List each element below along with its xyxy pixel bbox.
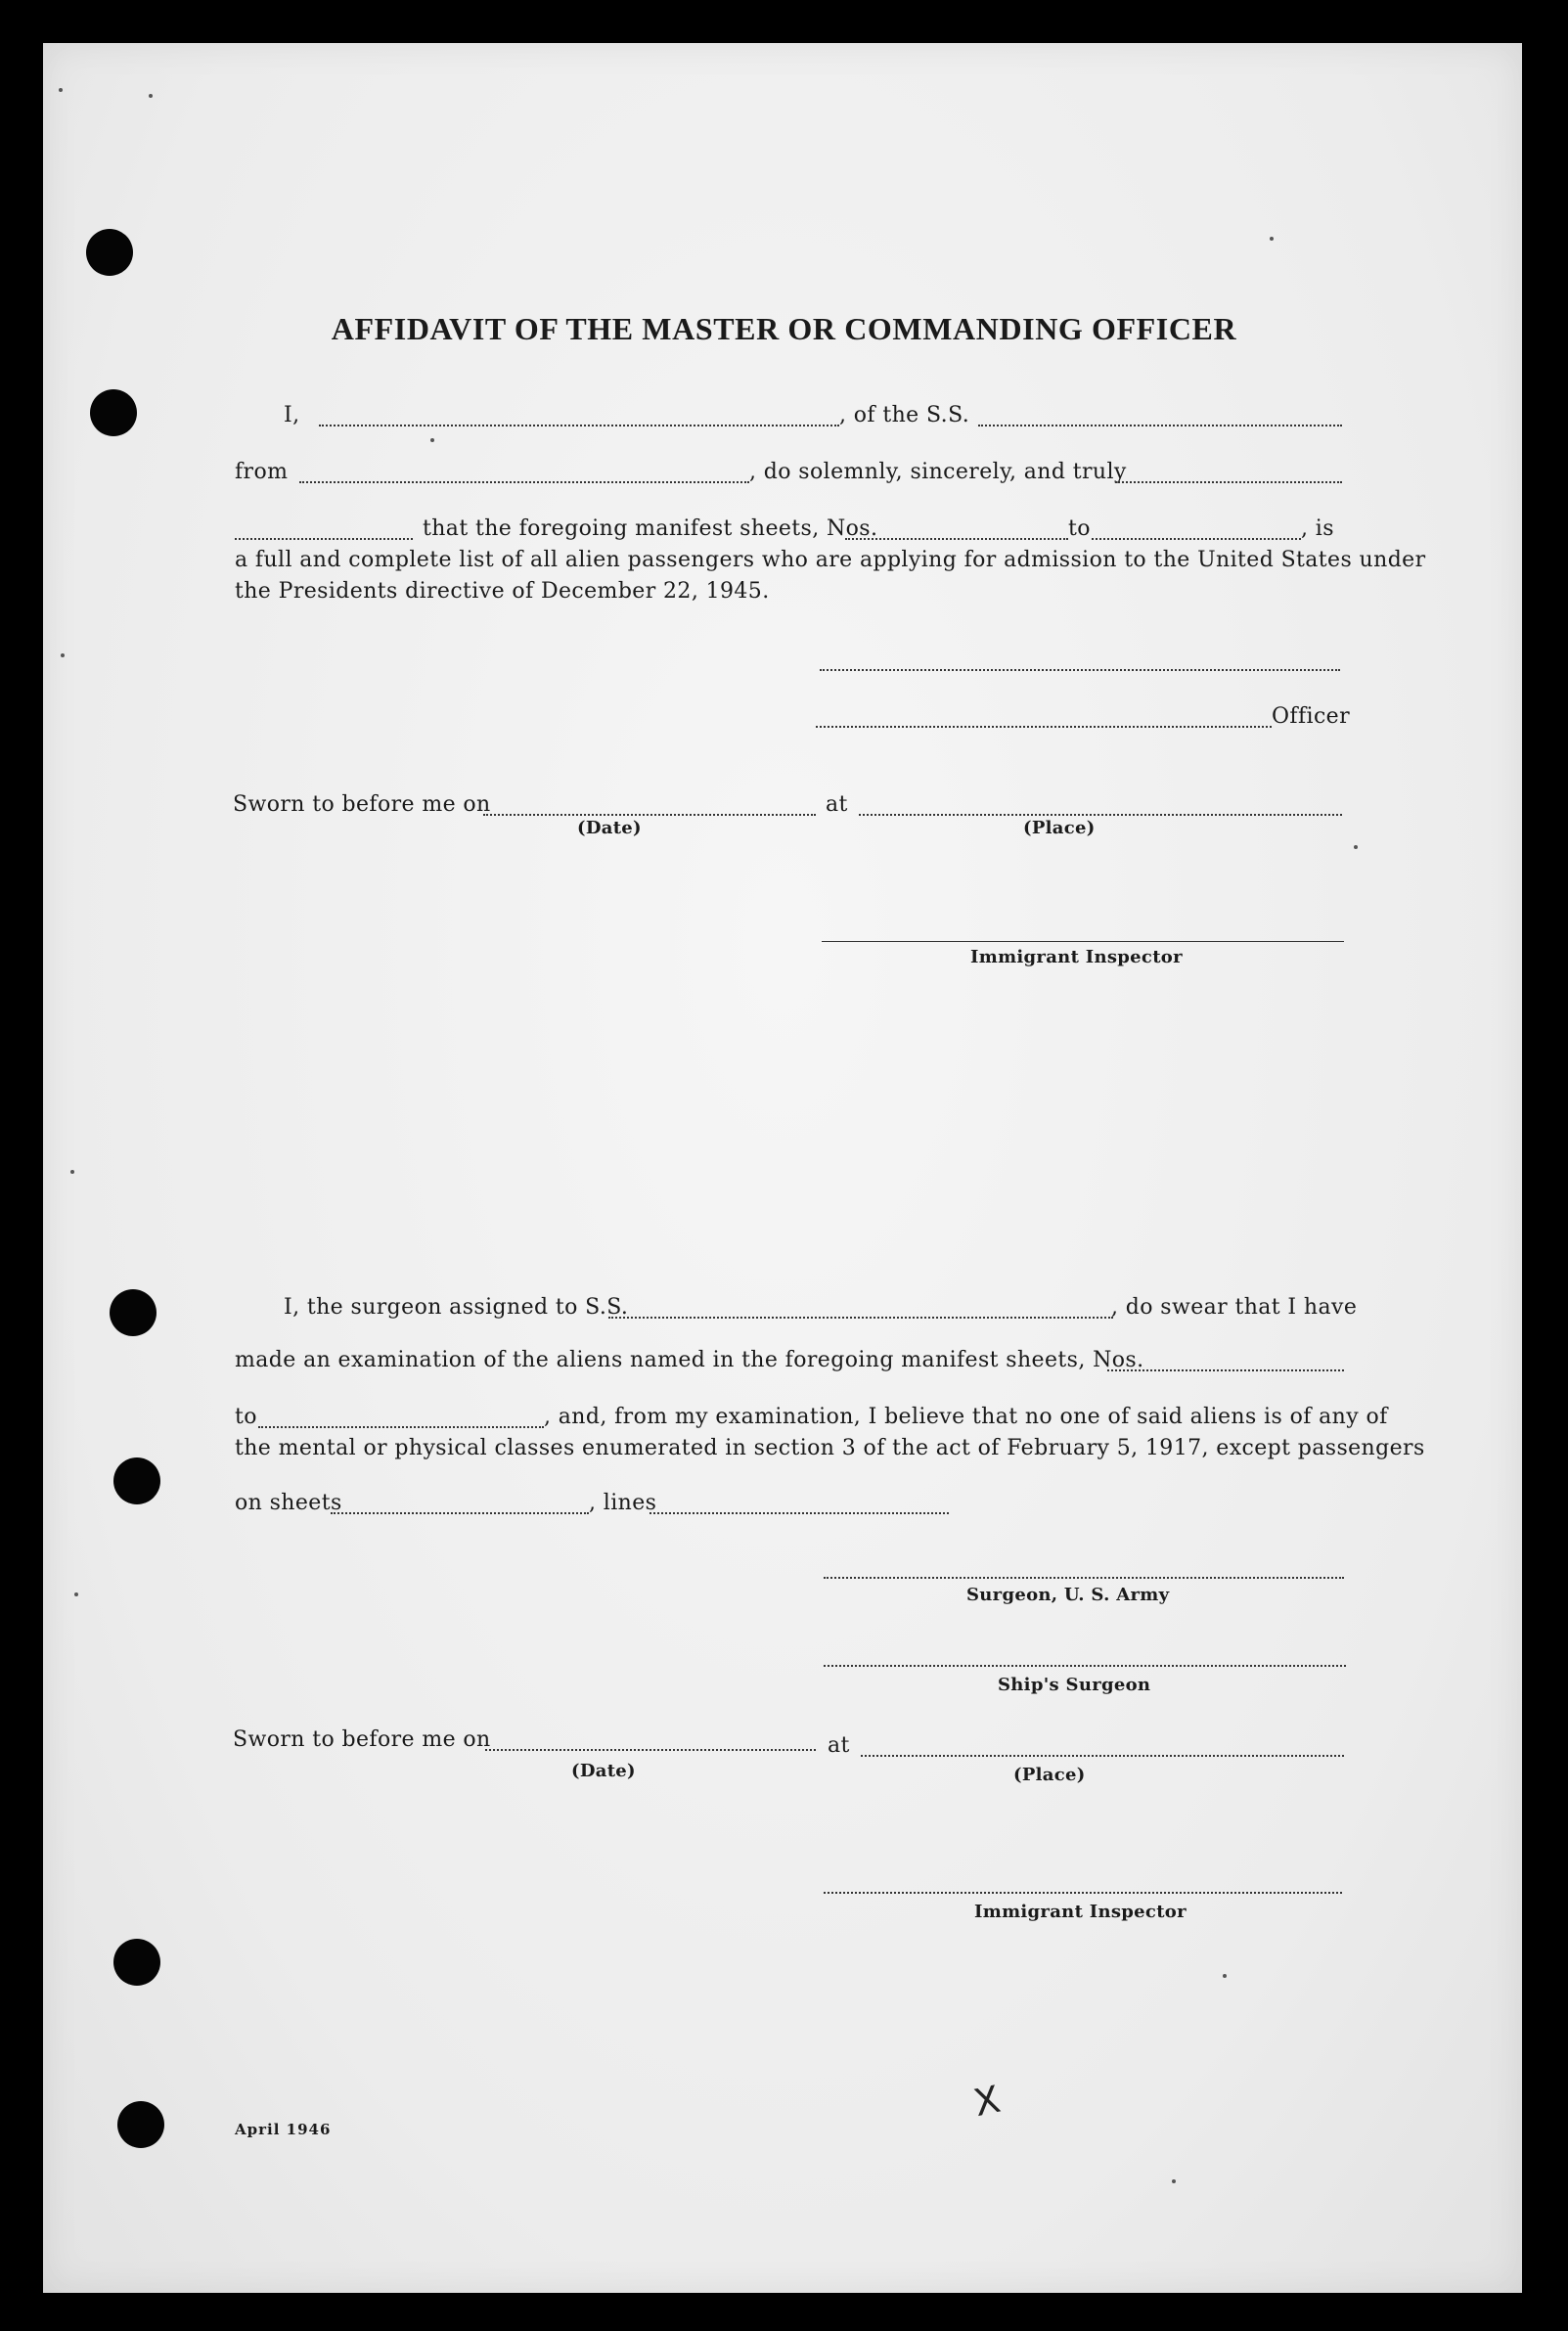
page-title: AFFIDAVIT OF THE MASTER OR COMMANDING OFFICER bbox=[331, 311, 1237, 346]
surgeon-at-label: at bbox=[828, 1733, 850, 1758]
paper-speck bbox=[74, 1592, 78, 1596]
master-text-line2: a full and complete list of all alien passengers who are applying for admission to the United States under bbox=[235, 548, 1426, 572]
punch-hole bbox=[117, 2101, 164, 2148]
surgeon-inspector-caption: Immigrant Inspector bbox=[974, 1902, 1187, 1922]
master-inspector-signature-line[interactable] bbox=[822, 941, 1344, 942]
paper-speck bbox=[1172, 2179, 1176, 2183]
surgeon-to-label: to bbox=[235, 1405, 257, 1429]
paper-speck bbox=[61, 653, 65, 657]
master-date-caption: (Date) bbox=[577, 818, 642, 838]
master-from-field[interactable] bbox=[299, 481, 749, 483]
ship-surgeon-caption: Ship's Surgeon bbox=[998, 1675, 1151, 1695]
surgeon-swear-label: , do swear that I have bbox=[1111, 1295, 1358, 1320]
master-inspector-caption: Immigrant Inspector bbox=[970, 947, 1183, 967]
punch-hole bbox=[113, 1457, 160, 1504]
ship-surgeon-signature-line[interactable] bbox=[824, 1665, 1346, 1667]
form-date-footer: April 1946 bbox=[235, 2121, 332, 2138]
army-surgeon-signature-line[interactable] bbox=[824, 1577, 1344, 1579]
punch-hole bbox=[90, 389, 137, 436]
surgeon-date-caption: (Date) bbox=[571, 1761, 636, 1781]
master-sheet-from-field[interactable] bbox=[845, 538, 1068, 540]
master-at-label: at bbox=[826, 792, 848, 817]
master-i-label: I, bbox=[284, 403, 300, 427]
surgeon-inspector-signature-line[interactable] bbox=[824, 1892, 1342, 1894]
surgeon-intro-label: I, the surgeon assigned to S.S. bbox=[284, 1295, 629, 1320]
master-ship-field[interactable] bbox=[978, 425, 1342, 426]
master-affirm-field[interactable] bbox=[1115, 481, 1342, 483]
surgeon-lines-label: , lines bbox=[589, 1491, 657, 1515]
officer-signature-line-1[interactable] bbox=[820, 669, 1340, 671]
master-from-label: from bbox=[235, 460, 289, 484]
surgeon-classes-text: the mental or physical classes enumerated in section 3 of the act of February 5, 1917, except passengers bbox=[235, 1436, 1425, 1460]
master-foregoing-label: that the foregoing manifest sheets, Nos. bbox=[423, 516, 878, 541]
master-sheet-to-field[interactable] bbox=[1092, 538, 1301, 540]
surgeon-sheets-field[interactable] bbox=[331, 1512, 589, 1514]
master-solemnly-label: , do solemnly, sincerely, and truly bbox=[749, 460, 1127, 484]
punch-hole bbox=[86, 229, 133, 276]
master-sworn-date-field[interactable] bbox=[483, 814, 816, 816]
paper-speck bbox=[1354, 845, 1358, 849]
master-name-field[interactable] bbox=[319, 425, 839, 426]
paper-speck bbox=[59, 88, 63, 92]
master-text-line3: the Presidents directive of December 22, 1945. bbox=[235, 579, 770, 604]
surgeon-lines-field[interactable] bbox=[650, 1512, 949, 1514]
paper-speck bbox=[1270, 237, 1274, 241]
army-surgeon-caption: Surgeon, U. S. Army bbox=[966, 1585, 1170, 1605]
surgeon-sworn-place-field[interactable] bbox=[861, 1755, 1344, 1757]
master-sworn-label: Sworn to before me on bbox=[233, 792, 491, 817]
master-place-caption: (Place) bbox=[1023, 818, 1096, 838]
surgeon-place-caption: (Place) bbox=[1013, 1765, 1086, 1785]
master-sworn-place-field[interactable] bbox=[859, 814, 1342, 816]
officer-label: Officer bbox=[1272, 704, 1351, 729]
paper-speck bbox=[149, 94, 153, 98]
paper-speck bbox=[1223, 1974, 1227, 1978]
document-page bbox=[43, 43, 1522, 2293]
surgeon-belief-label: , and, from my examination, I believe that no one of said aliens is of any of bbox=[544, 1405, 1388, 1429]
master-to-label: to bbox=[1068, 516, 1091, 541]
master-declare-field[interactable] bbox=[235, 538, 413, 540]
surgeon-sworn-date-field[interactable] bbox=[485, 1749, 816, 1751]
surgeon-on-sheets-label: on sheets bbox=[235, 1491, 342, 1515]
master-is-label: , is bbox=[1301, 516, 1334, 541]
surgeon-made-label: made an examination of the aliens named in the foregoing manifest sheets, Nos. bbox=[235, 1348, 1144, 1372]
officer-signature-line-2[interactable] bbox=[816, 726, 1272, 728]
paper-speck bbox=[430, 438, 434, 442]
handwritten-x-mark: X bbox=[969, 2077, 1005, 2126]
surgeon-sheet-to-field[interactable] bbox=[258, 1426, 544, 1428]
punch-hole bbox=[113, 1939, 160, 1986]
surgeon-ship-field[interactable] bbox=[608, 1317, 1113, 1319]
surgeon-sheet-from-field[interactable] bbox=[1107, 1369, 1344, 1371]
surgeon-sworn-label: Sworn to before me on bbox=[233, 1727, 491, 1752]
punch-hole bbox=[110, 1289, 157, 1336]
master-of-ss-label: , of the S.S. bbox=[839, 403, 970, 427]
paper-speck bbox=[70, 1170, 74, 1174]
